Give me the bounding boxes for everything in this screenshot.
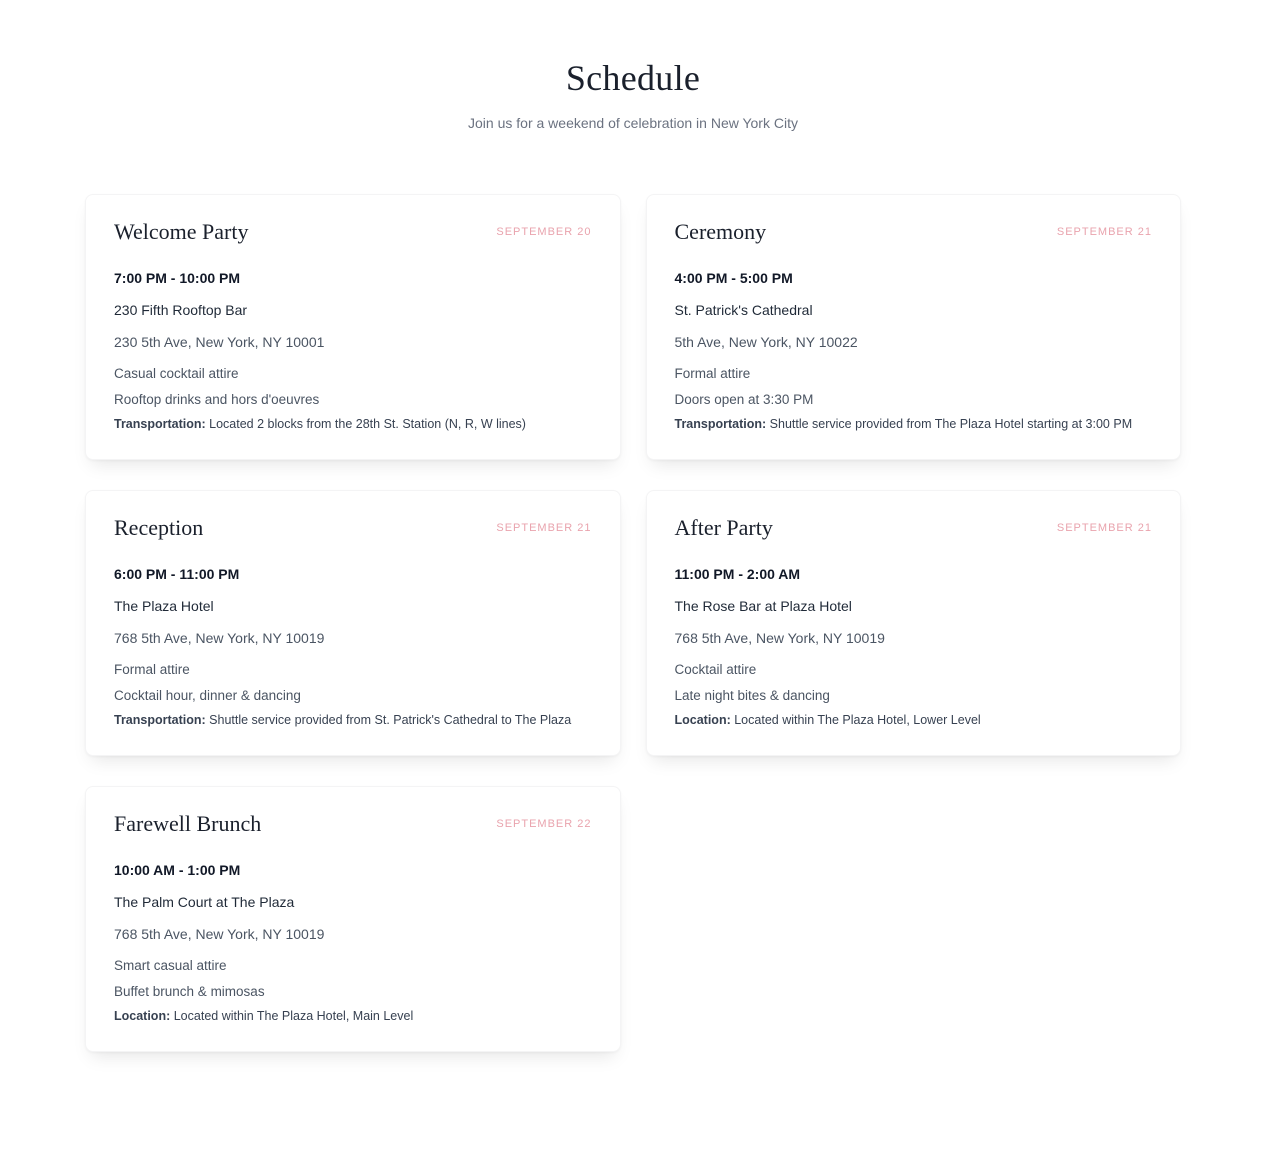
event-note (675, 711, 1153, 729)
event-card-header (675, 513, 1153, 543)
event-card-farewell-brunch (85, 786, 621, 1052)
event-note-label: Location: (114, 1009, 171, 1023)
event-note-text: Shuttle service provided from St. Patrick's Cathedral to The Plaza (209, 713, 572, 727)
event-title: Welcome Party (114, 219, 249, 244)
event-title: Farewell Brunch (114, 811, 262, 836)
event-date-badge: SEPTEMBER 22 (496, 818, 592, 830)
event-venue: The Palm Court at The Plaza (114, 894, 295, 910)
event-note-label: Location: (674, 713, 731, 727)
event-description: Doors open at 3:30 PM (674, 392, 814, 407)
event-description: Late night bites & dancing (674, 688, 830, 703)
event-address: 768 5th Ave, New York, NY 10019 (114, 926, 325, 942)
event-time: 10:00 AM - 1:00 PM (114, 862, 241, 878)
content-container (85, 0, 1181, 1172)
event-date-badge: SEPTEMBER 21 (1056, 226, 1152, 238)
event-attire: Smart casual attire (114, 958, 227, 973)
event-date-badge: SEPTEMBER 21 (496, 522, 592, 534)
event-venue: St. Patrick's Cathedral (674, 302, 813, 318)
event-attire: Cocktail attire (674, 662, 757, 677)
event-card-header (114, 217, 592, 247)
event-card-header (114, 513, 592, 543)
event-description: Rooftop drinks and hors d'oeuvres (114, 392, 320, 407)
event-note-label: Transportation: (114, 713, 206, 727)
event-time: 6:00 PM - 11:00 PM (114, 566, 240, 582)
event-time: 4:00 PM - 5:00 PM (674, 270, 793, 286)
event-note-text: Located within The Plaza Hotel, Lower Level (734, 713, 981, 727)
event-venue: The Plaza Hotel (114, 598, 214, 614)
event-attire: Formal attire (674, 366, 751, 381)
event-note-text: Shuttle service provided from The Plaza Hotel starting at 3:00 PM (769, 417, 1133, 431)
event-note (114, 415, 592, 433)
event-venue: 230 Fifth Rooftop Bar (114, 302, 248, 318)
event-title: Reception (114, 515, 204, 540)
event-note (114, 1007, 592, 1025)
event-note-text: Located within The Plaza Hotel, Main Level (173, 1009, 414, 1023)
event-card-reception (85, 490, 621, 756)
event-address: 768 5th Ave, New York, NY 10019 (674, 630, 885, 646)
event-date-badge: SEPTEMBER 20 (496, 226, 592, 238)
event-note (114, 711, 592, 729)
event-venue: The Rose Bar at Plaza Hotel (674, 598, 852, 614)
event-note-label: Transportation: (114, 417, 206, 431)
event-note-label: Transportation: (674, 417, 767, 431)
event-title: After Party (674, 515, 773, 540)
event-title: Ceremony (674, 219, 767, 244)
event-note (675, 415, 1153, 433)
page-title: Schedule (565, 58, 701, 98)
event-card-after-party (646, 490, 1182, 756)
event-attire: Formal attire (114, 662, 190, 677)
event-description: Cocktail hour, dinner & dancing (114, 688, 301, 703)
event-address: 5th Ave, New York, NY 10022 (674, 334, 858, 350)
event-card-welcome-party (85, 194, 621, 460)
event-date-badge: SEPTEMBER 21 (1056, 522, 1152, 534)
event-card-ceremony (646, 194, 1182, 460)
events-grid (85, 194, 1181, 1172)
event-card-header (675, 217, 1153, 247)
page-subtitle: Join us for a weekend of celebration in New York City (468, 115, 798, 131)
event-attire: Casual cocktail attire (114, 366, 239, 381)
event-address: 230 5th Ave, New York, NY 10001 (114, 334, 325, 350)
event-time: 11:00 PM - 2:00 AM (674, 566, 801, 582)
event-address: 768 5th Ave, New York, NY 10019 (114, 630, 325, 646)
event-time: 7:00 PM - 10:00 PM (114, 270, 241, 286)
page-header (85, 0, 1181, 131)
event-note-text: Located 2 blocks from the 28th St. Station (N, R, W lines) (209, 417, 526, 431)
event-card-header (114, 809, 592, 839)
event-description: Buffet brunch & mimosas (114, 984, 265, 999)
